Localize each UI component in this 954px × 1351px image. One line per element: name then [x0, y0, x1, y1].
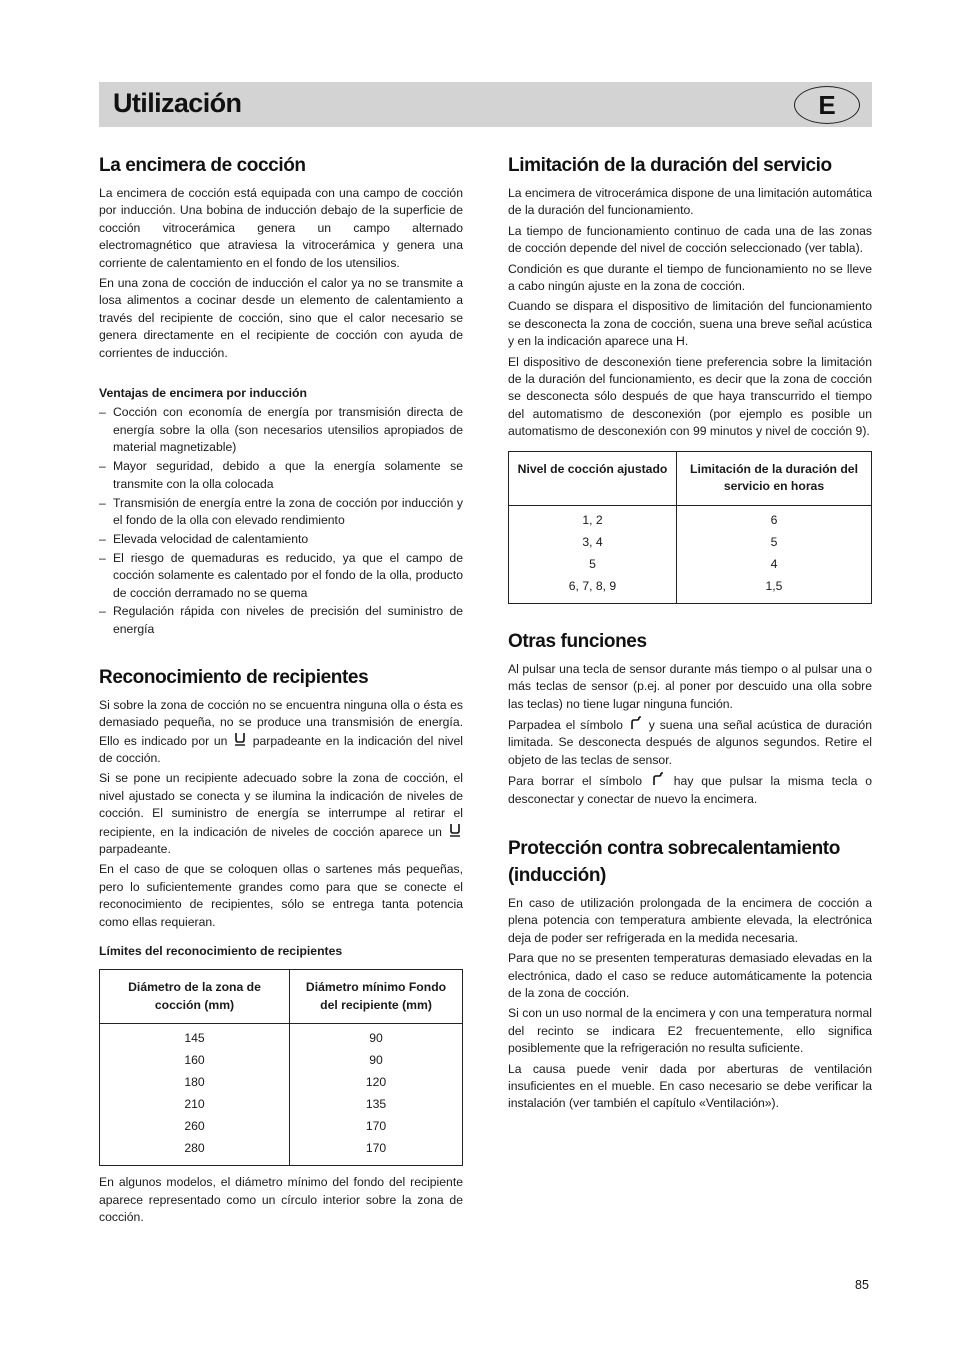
list-item: – Mayor seguridad, debido a que la energía solamente se transmite con la olla colocada: [99, 459, 463, 491]
header-bar: [99, 82, 872, 127]
paragraph: La causa puede venir dada por aberturas de ventilación insuficientes en el mueble. En caso necesario se debe verificar la instalación (ver también el capítulo «Ventilación»).: [508, 1061, 872, 1111]
section-title: Protección contra sobrecalentamiento (inducción): [508, 837, 840, 886]
paragraph: La tiempo de funcionamiento continuo de cada una de las zonas de cocción depende del nivel de cocción seleccionado (ver tabla).: [508, 223, 872, 256]
left-column: [99, 152, 463, 1230]
paragraph: Parpadea el símbolo y suena una señal acústica de duración limitada. Se desconecta después de algunos segundos. Retire el objeto de las teclas de sensor.: [508, 717, 872, 767]
paragraph: Para que no se presenten temperaturas demasiado elevadas en la electrónica, dado el caso se reduce automáticamente la potencia de la zona de cocción.: [508, 951, 872, 1000]
sensor-blocked-symbol-icon: [652, 772, 664, 786]
paragraph: Si sobre la zona de cocción no se encuentra ninguna olla o ésta es demasiado pequeña, no se produce una transmisión de energía. Ello es indicado por un parpadeante en la indicación del nivel de cocción.: [99, 697, 463, 765]
section-induction-hob: [99, 152, 463, 638]
table-cell: 1, 2 3, 4 5 6, 7, 8, 9: [509, 505, 677, 603]
sensor-blocked-symbol-icon: [630, 716, 642, 730]
table-cell: 145 160 180 210 260 280: [100, 1024, 290, 1166]
section-pot-detection: [99, 664, 463, 1227]
list-item: – Elevada velocidad de calentamiento: [99, 531, 463, 548]
table-header: Diámetro mínimo Fondo del recipiente (mm): [290, 970, 463, 1024]
section-overheat-protection: [508, 835, 872, 1113]
section-other-functions: [508, 628, 872, 808]
page-title: Utilización: [113, 88, 242, 118]
section-title: Otras funciones: [508, 630, 647, 652]
paragraph: En algunos modelos, el diámetro mínimo del fondo del recipiente aparece representado como un círculo interior sobre la zona de cocción.: [99, 1175, 463, 1225]
paragraph: El dispositivo de desconexión tiene preferencia sobre la limitación de la duración del funcionamiento, es decir que la zona de cocción se desconecta sólo después de que haya transcurrido el tiempo del automatismo de desconexión (por ejemplo es posible un automatismo de desconexión con 99 minutos y nivel de cocción 9).: [508, 354, 872, 439]
table-header: Limitación de la duración del servicio en horas: [677, 451, 872, 505]
table-cell: 6 5 4 1,5: [677, 505, 872, 603]
dash-bullet: –: [99, 495, 106, 510]
paragraph: Condición es que durante el tiempo de funcionamiento no se lleve a cabo ningún ajuste en la zona de cocción.: [508, 261, 872, 294]
dash-bullet: –: [99, 531, 106, 546]
section-service-limit: [508, 152, 872, 604]
list-item: – Cocción con economía de energía por transmisión directa de energía sobre la olla (son necesarios utensilios apropiados de material magnetizable): [99, 405, 463, 455]
pot-detection-symbol-icon: [449, 823, 461, 837]
paragraph: Al pulsar una tecla de sensor durante más tiempo o al pulsar una o más teclas de sensor (p.ej. al poner por descuido una olla sobre las teclas) no tiene lugar ninguna función.: [508, 661, 872, 711]
table-header: Nivel de cocción ajustado: [509, 451, 677, 505]
advantages-heading: Ventajas de encimera por inducción: [99, 386, 307, 401]
paragraph: La encimera de cocción está equipada con una campo de cocción por inducción. Una bobina de inducción debajo de la superficie de cocción vitrocerámica genera un campo alternado electromagnético que atraviesa la vitrocerámica y genera una corriente de calentamiento en el fondo de los utensilios.: [99, 186, 463, 270]
section-title: Limitación de la duración del servicio: [508, 155, 832, 176]
pot-limits-table: [99, 969, 463, 1166]
advantages-list: [99, 404, 463, 638]
table-header: Diámetro de la zona de cocción (mm): [100, 970, 290, 1024]
paragraph: En una zona de cocción de inducción el calor ya no se transmite a losa alimentos a cocinar desde un elemento de calentamiento a través del recipiente de cocción, sino que el calor necesario se genera directamente en el recipiente de cocción con ayuda de corrientes de inducción.: [99, 276, 463, 360]
dash-bullet: –: [99, 550, 106, 565]
list-item: – Regulación rápida con niveles de precisión del suministro de energía: [99, 604, 463, 636]
service-limit-table: [508, 451, 872, 604]
paragraph: En el caso de que se coloquen ollas o sartenes más pequeñas, pero lo suficientemente grandes como para que se conecte el reconocimiento de recipientes, sólo se entrega tanta potencia como ellas requieran.: [99, 862, 463, 929]
paragraph: Si se pone un recipiente adecuado sobre la zona de cocción, el nivel ajustado se conecta y se ilumina la indicación de niveles de cocción. El suministro de energía se interrumpe al retirar el recipiente, en la indicación de niveles de cocción aparece un parpadeante.: [99, 771, 463, 856]
paragraph: Si con un uso normal de la encimera y con una temperatura normal del recinto se indicara E2 frecuentemente, ello significa posiblemente que la refrigeración no resulta suficiente.: [508, 1006, 872, 1056]
dash-bullet: –: [99, 459, 106, 474]
page-number: 85: [855, 1278, 869, 1292]
pot-detection-symbol-icon: [234, 732, 246, 746]
list-item: – Transmisión de energía entre la zona de cocción por inducción y el fondo de la olla con elevado rendimiento: [99, 495, 463, 527]
section-title: Reconocimiento de recipientes: [99, 666, 369, 688]
table-cell: 90 90 120 135 170 170: [290, 1024, 463, 1166]
section-title: La encimera de cocción: [99, 155, 306, 176]
right-column: [508, 152, 872, 1116]
list-item: – El riesgo de quemaduras es reducido, ya que el campo de cocción solamente es calentado por el fondo de la olla, producto de cocción derramado no se quema: [99, 550, 463, 600]
limits-heading: Límites del reconocimiento de recipientes: [99, 944, 343, 959]
dash-bullet: –: [99, 405, 106, 420]
language-badge: E: [794, 86, 860, 124]
paragraph: Para borrar el símbolo hay que pulsar la misma tecla o desconectar y conectar de nuevo la encimera.: [508, 774, 873, 806]
paragraph: En caso de utilización prolongada de la encimera de cocción a plena potencia con temperatura ambiente elevada, la electrónica deja de poder ser refrigerada en la medida necesaria.: [508, 895, 872, 945]
paragraph: Cuando se dispara el dispositivo de limitación del funcionamiento se desconecta la zona de cocción, suena una breve señal acústica y en la indicación aparece una H.: [508, 299, 872, 349]
dash-bullet: –: [99, 604, 106, 619]
paragraph: La encimera de vitrocerámica dispone de una limitación automática de la duración del funcionamiento.: [508, 186, 872, 218]
